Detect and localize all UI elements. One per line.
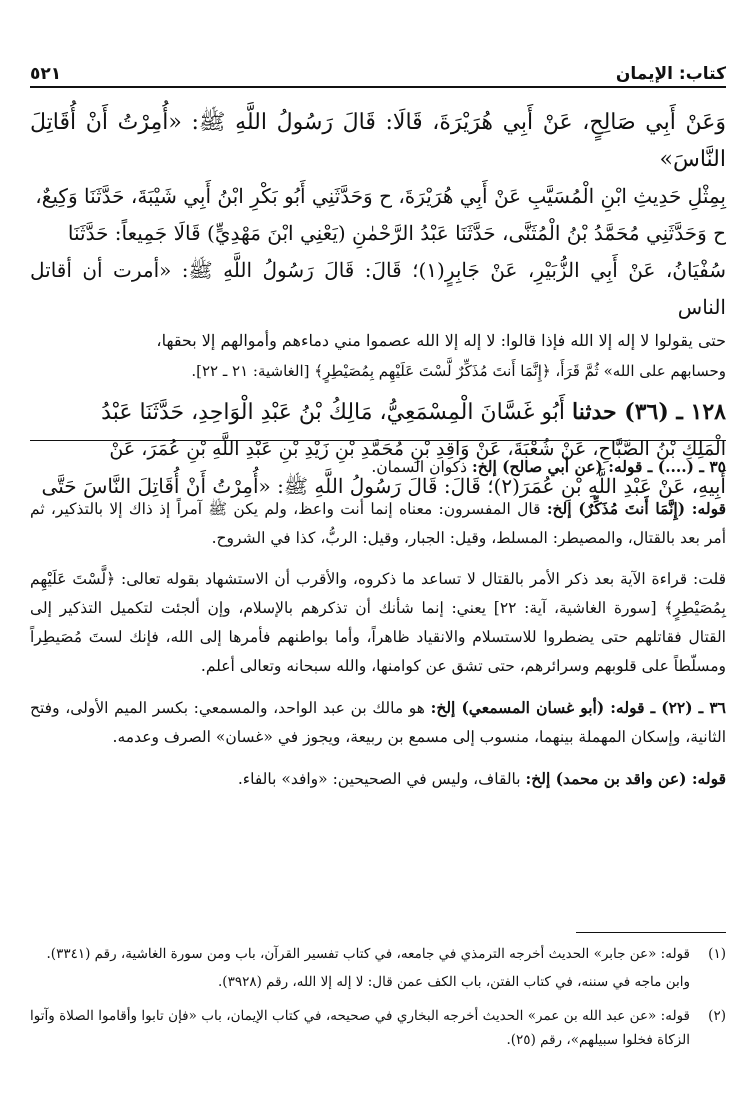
hadith-line: وحسابهم على الله» ثُمَّ قَرَأَ، ﴿إِنَّمَا أَنتَ مُذَكِّرٌ لَّسْتَ عَلَيْهِم بِمُصَيْطِرٍ﴾ [الغاشية: ٢١ ـ ٢٢]. — [191, 362, 726, 380]
note-35 — [30, 452, 726, 482]
hadith-line: ح وَحَدَّثَنِي مُحَمَّدُ بْنُ الْمُثَنَّى، حَدَّثَنَا عَبْدُ الرَّحْمٰنِ (يَعْنِي ابْنَ مَهْدِيٍّ) قَالَا جَمِيعاً: حَدَّثَنَا — [67, 221, 726, 245]
footnote-body — [30, 942, 690, 998]
hadith-line: أَبِيهِ، عَنْ عَبْدِ اللَّهِ بْنِ عُمَرَ(٢)؛ قَالَ: قَالَ رَسُولُ اللَّهِ ﷺ: «أُمِرْتُ أَنْ أُقَاتِلَ النَّاسَ حَتَّى — [41, 474, 726, 498]
note-text: قال المفسرون: معناه إنما أنت واعظ، ولم يكن ﷺ آمراً إذ ذاك إلا بالتذكير، ثم أمر بعد بالقتال، والمصيطر: المسلط، وقيل: الجبار، وقيل: الربُّ، كذا في الشروح. — [30, 500, 726, 547]
footnote-text: قوله: «عن عبد الله بن عمر» الحديث أخرجه البخاري في صحيحه، في كتاب الإيمان، باب «فإن تابوا وأقاموا الصلاة وآتوا الزكاة فخلوا سبيلهم»، رقم (٢٥). — [30, 1008, 690, 1048]
note-text: هو مالك بن عبد الواحد، والمسمعي: بكسر الميم الأولى، وفتح الثانية، وإسكان المهملة بينهما، منسوب إلى مسمع بن ربيعة، ويجوز في «غسان» الصرف وعدمه. — [30, 699, 726, 746]
book-title: كتاب: الإيمان — [615, 64, 726, 84]
note-label: ٣٦ ـ (٢٢) ـ قوله: (أبو غسان المسمعي) إلخ: — [430, 698, 726, 717]
hadith-text — [30, 104, 726, 505]
note-text: بالقاف، وليس في الصحيحين: «وافد» بالفاء. — [237, 770, 521, 788]
footnote — [30, 1004, 726, 1056]
footnote-text: قوله: «عن جابر» الحديث أخرجه الترمذي في جامعه، في كتاب تفسير القرآن، باب ومن سورة الغاشية، رقم (٣٣٤١). — [46, 946, 690, 962]
footnote-number: (٢) — [708, 1008, 726, 1024]
book-page — [30, 0, 726, 1096]
footnotes — [30, 942, 726, 1062]
hadith-128 — [30, 394, 726, 431]
note-36 — [30, 693, 726, 752]
commentary-divider — [30, 440, 726, 441]
note-label: قوله: (إِنَّمَا أَنتَ مُذَكِّرٌ) إلخ: — [546, 499, 726, 518]
header-divider — [30, 86, 726, 88]
note-text: ذكوان السمان. — [371, 458, 468, 476]
hadith-line: أَبُو غَسَّانَ الْمِسْمَعِيُّ، مَالِكُ بْنُ عَبْدِ الْوَاحِدِ، حَدَّثَنَا عَبْدُ — [101, 400, 566, 425]
hadith-line: بِمِثْلِ حَدِيثِ ابْنِ الْمُسَيَّبِ عَنْ أَبِي هُرَيْرَةَ، ح وَحَدَّثَنِي أَبُو بَكْرِ ابْنُ أَبِي شَيْبَةَ، حَدَّثَنَا وَكِيعٌ، — [35, 184, 726, 208]
commentary — [30, 452, 726, 806]
note-qult: قلت: قراءة الآية بعد ذكر الأمر بالقتال لا تساعد ما ذكروه، والأقرب أن الاستشهاد بقوله تعالى: ﴿لَّسْتَ عَلَيْهِم بِمُصَيْطِرٍ﴾ [سورة الغاشية، آية: ٢٢] يعني: إنما شأنك أن تذكرهم بالإسلام، وإن ألجئت لتكميل التذكير إلى القتال فقاتلهم حتى يضطروا للاستسلام والانقياد ظاهراً، وأما بواطنهم فأمرها إلى الله، فإنك لستَ مُصَيطِراً ومسلّطاً على قلوبهم وسرائرهم، حتى تشق عن كوامنها، والله سبحانه وتعالى أعلم. — [30, 570, 726, 675]
note-innama — [30, 494, 726, 553]
hadith-number: ١٢٨ ـ (٣٦) حدثنا — [572, 399, 726, 425]
footnote-divider — [576, 932, 726, 933]
note-label: قوله: (عن واقد بن محمد) إلخ: — [525, 769, 726, 788]
note-waqid — [30, 764, 726, 794]
footnote-number: (١) — [708, 946, 726, 962]
hadith-line: الْمَلِكِ بْنُ الصَّبَّاحِ، عَنْ شُعْبَةَ، عَنْ وَاقِدِ بْنِ مُحَمَّدِ بْنِ زَيْدِ بْنِ عَبْدِ اللَّهِ بْنِ عُمَرَ، عَنْ — [109, 438, 726, 460]
footnote — [30, 942, 726, 998]
footnote-text: وابن ماجه في سننه، في كتاب الفتن، باب الكف عمن قال: لا إله إلا الله، رقم (٣٩٢٨). — [218, 974, 690, 990]
page-header — [30, 54, 726, 84]
footnote-body — [30, 1004, 690, 1056]
hadith-line: سُفْيَانُ، عَنْ أَبِي الزُّبَيْرِ، عَنْ جَابِرٍ(١)؛ قَالَ: قَالَ رَسُولُ اللَّهِ ﷺ: «أمرت أن أقاتل الناس — [30, 258, 726, 319]
hadith-line: وَعَنْ أَبِي صَالِحٍ، عَنْ أَبِي هُرَيْرَةَ، قَالَا: قَالَ رَسُولُ اللَّهِ ﷺ: «أُمِرْتُ أَنْ أُقَاتِلَ النَّاسَ» — [30, 110, 726, 172]
note-label: ٣٥ ـ (....) ـ قوله: (عن أبي صالح) إلخ: — [472, 457, 726, 476]
page-number: ٥٢١ — [30, 64, 62, 84]
hadith-line: حتى يقولوا لا إله إلا الله فإذا قالوا: لا إله إلا الله عصموا مني دماءهم وأموالهم إلا بحقها، — [156, 331, 726, 350]
